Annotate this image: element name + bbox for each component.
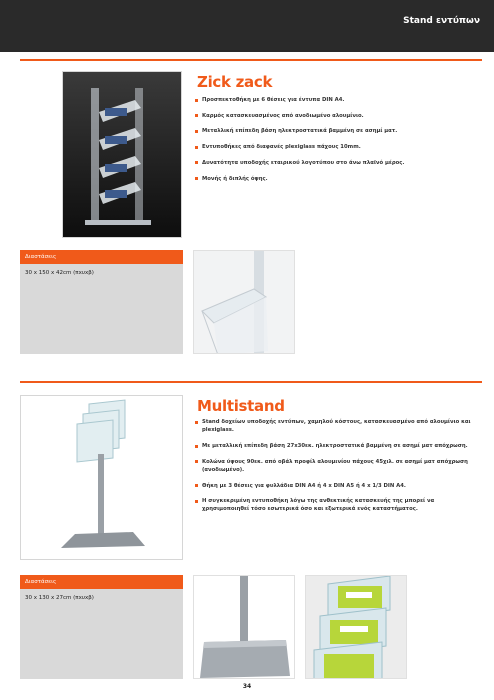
dimensions-value: 30 x 150 x 42cm (πxυxβ) [25, 270, 94, 276]
multistand-dimensions-panel [20, 575, 183, 679]
product-title-multistand: Multistand [197, 397, 285, 415]
multistand-product-photo [20, 395, 183, 560]
dimensions-value: 30 x 130 x 27cm (πxυxβ) [25, 595, 94, 601]
multistand-feature-list [195, 418, 481, 521]
feature-item: Καρμός κατασκευασμένος από ανοδιωμένο αλουμίνιο. [195, 112, 481, 120]
dimensions-header: Διαστάσεις [20, 575, 183, 589]
multistand-pocket-photo [305, 575, 407, 679]
feature-item: Μεταλλική επίπεδη βάση ηλεκτροστατικά βαμμένη σε ασημί ματ. [195, 127, 481, 135]
section-title: Stand εντύπων [403, 16, 480, 26]
section-divider [20, 381, 482, 383]
feature-item: Με μεταλλική επίπεδη βάση 27x30εκ. ηλεκτροστατικά βαμμένη σε ασημί ματ απόχρωση. [195, 442, 481, 450]
feature-item: Δυνατότητα υποδοχής εταιρικού λογοτύπου στο άνω πλαϊνό μέρος. [195, 159, 481, 167]
zick-zack-dimensions-panel [20, 250, 183, 354]
feature-item: Θήκη με 3 θέσεις για φυλλάδια DIN A4 ή 4 x DIN A5 ή 4 x 1/3 DIN A4. [195, 482, 481, 490]
feature-item: Stand δοχείων υποδοχής εντύπων, χαμηλού κόστους, κατασκευασμένο από αλουμίνιο και plexiglass. [195, 418, 481, 434]
feature-item: Προσπεκτοθήκη με 6 θέσεις για έντυπα DIN A4. [195, 96, 481, 104]
feature-item: Μονής ή διπλής όψης. [195, 175, 481, 183]
feature-item: Κολώνα ύψους 90εκ. από οβάλ προφίλ αλουμινίου πάχους 45χιλ. σε ασημί ματ απόχρωση (ανοδιωμένο). [195, 458, 481, 474]
product-title-zick-zack: Zick zack [197, 73, 273, 91]
feature-item: Η συγκεκριμένη εντυποθήκη λόγω της ανθεκτικής κατασκευής της μπορεί να χρησιμοποιηθεί τόσο εσωτερικά όσο και εξωτερικά ενός καταστήματος. [195, 497, 481, 513]
zick-zack-product-photo [62, 71, 182, 238]
multistand-base-photo [193, 575, 295, 679]
zick-zack-feature-list [195, 96, 481, 190]
header-bar [0, 0, 494, 52]
section-divider [20, 59, 482, 61]
page-number: 34 [242, 683, 252, 690]
dimensions-header: Διαστάσεις [20, 250, 183, 264]
zick-zack-detail-photo [193, 250, 295, 354]
feature-item: Εντυποθήκες από διαφανές plexiglass πάχους 10mm. [195, 143, 481, 151]
